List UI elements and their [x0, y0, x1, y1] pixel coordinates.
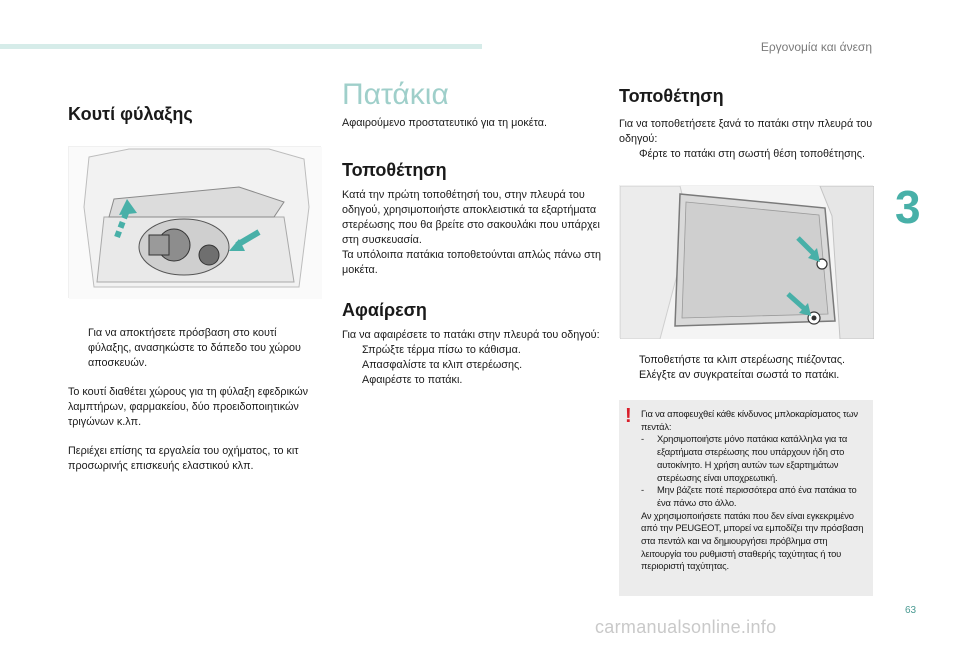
dash-mark: - [641, 484, 644, 496]
warning-outro: Αν χρησιμοποιήσετε πατάκι που δεν είναι εγκεκριμένο από την PEUGEOT, μπορεί να εμποδίζει την πρόσβαση στα πεντάλ και να δημιουργήσει πρόβλημα στη λειτουργία του ρυθμιστή σταθερής ταχύτητας ή του περιοριστή ταχύτητας. [641, 509, 864, 572]
reinstall-title: Τοποθέτηση [619, 86, 724, 106]
reinstall-section [619, 86, 879, 162]
chapter-number: 3 [895, 181, 921, 233]
reinstall-step-3-text: Ελέγξτε αν συγκρατείται σωστά το πατάκι. [639, 369, 840, 381]
reinstall-steps-after-figure [619, 353, 881, 383]
storage-box-bullet [68, 326, 320, 371]
warning-item-1-text: Χρησιμοποιήστε μόνο πατάκια κατάλληλα για τα εξαρτήματα στερέωσης που υπάρχουν ήδη στο αυτοκίνητο. Η χρήση αυτών των εξαρτημάτων στερέωσης είναι υποχρεωτική. [657, 433, 848, 483]
floor-mats-title: Πατάκια [342, 78, 449, 111]
reinstall-step-2-text: Τοποθετήστε τα κλιπ στερέωσης πιέζοντας. [639, 354, 846, 366]
storage-box-para1: Το κουτί διαθέτει χώρους για τη φύλαξη εφεδρικών λαμπτήρων, φαρμακείου, δύο προειδοποιητικών τριγώνων κ.λπ. [68, 386, 309, 428]
reinstall-intro: Για να τοποθετήσετε ξανά το πατάκι στην πλευρά του οδηγού: [619, 118, 873, 145]
warning-item-1 [641, 433, 865, 484]
floor-mats-section [342, 78, 604, 388]
floor-mat-illustration [619, 185, 873, 338]
floor-mat-illustration-svg [620, 186, 874, 339]
remove-step-2 [342, 358, 604, 373]
storage-box-bullet-text: Για να αποκτήσετε πρόσβαση στο κουτί φύλαξης, ανασηκώστε το δάπεδο του χώρου αποσκευών. [88, 327, 301, 369]
page-number: 63 [905, 605, 917, 616]
reinstall-step-2 [619, 353, 881, 368]
floor-mats-intro: Αφαιρούμενο προστατευτικό για τη μοκέτα. [342, 117, 547, 129]
reinstall-step-1-text: Φέρτε το πατάκι στη σωστή θέση τοποθέτησης. [639, 148, 865, 160]
watermark: carmanualsonline.info [595, 617, 777, 637]
remove-step-3 [342, 373, 604, 388]
reinstall-step-3 [619, 368, 881, 383]
trunk-illustration-svg [69, 147, 322, 299]
storage-box-text [68, 326, 320, 474]
remove-step-1 [342, 343, 604, 358]
warning-item-2 [641, 484, 865, 509]
warning-item-2-text: Μην βάζετε ποτέ περισσότερα από ένα πατάκια το ένα πάνω στο άλλο. [657, 484, 857, 508]
remove-step-2-text: Απασφαλίστε τα κλιπ στερέωσης. [362, 359, 523, 371]
remove-intro: Για να αφαιρέσετε το πατάκι στην πλευρά του οδηγού: [342, 329, 600, 341]
storage-box-section [68, 104, 318, 125]
warning-box [619, 400, 873, 596]
header-title: Εργονομία και άνεση [760, 40, 872, 54]
install-title: Τοποθέτηση [342, 160, 447, 180]
warning-intro: Για να αποφευχθεί κάθε κίνδυνος μπλοκαρίσματος των πεντάλ: [641, 408, 858, 432]
dash-mark: - [641, 433, 644, 445]
trunk-illustration [68, 146, 321, 298]
header-accent-bar [0, 44, 482, 49]
warning-icon: ! [625, 405, 632, 427]
install-text-2: Τα υπόλοιπα πατάκια τοποθετούνται απλώς πάνω στη μοκέτα. [342, 249, 602, 276]
reinstall-step-1 [619, 147, 879, 162]
install-text: Κατά την πρώτη τοποθέτησή του, στην πλευρά του οδηγού, χρησιμοποιήστε αποκλειστικά τα εξαρτήματα στερέωσης που θα βρείτε στο σακουλάκι που υπάρχει στη συσκευασία. [342, 189, 600, 246]
remove-title: Αφαίρεση [342, 300, 427, 320]
storage-box-para2: Περιέχει επίσης τα εργαλεία του οχήματος, το κιτ προσωρινής επισκευής ελαστικού κλπ. [68, 445, 299, 472]
storage-box-title: Κουτί φύλαξης [68, 104, 193, 124]
remove-step-3-text: Αφαιρέστε το πατάκι. [362, 374, 463, 386]
remove-step-1-text: Σπρώξτε τέρμα πίσω το κάθισμα. [362, 344, 521, 356]
